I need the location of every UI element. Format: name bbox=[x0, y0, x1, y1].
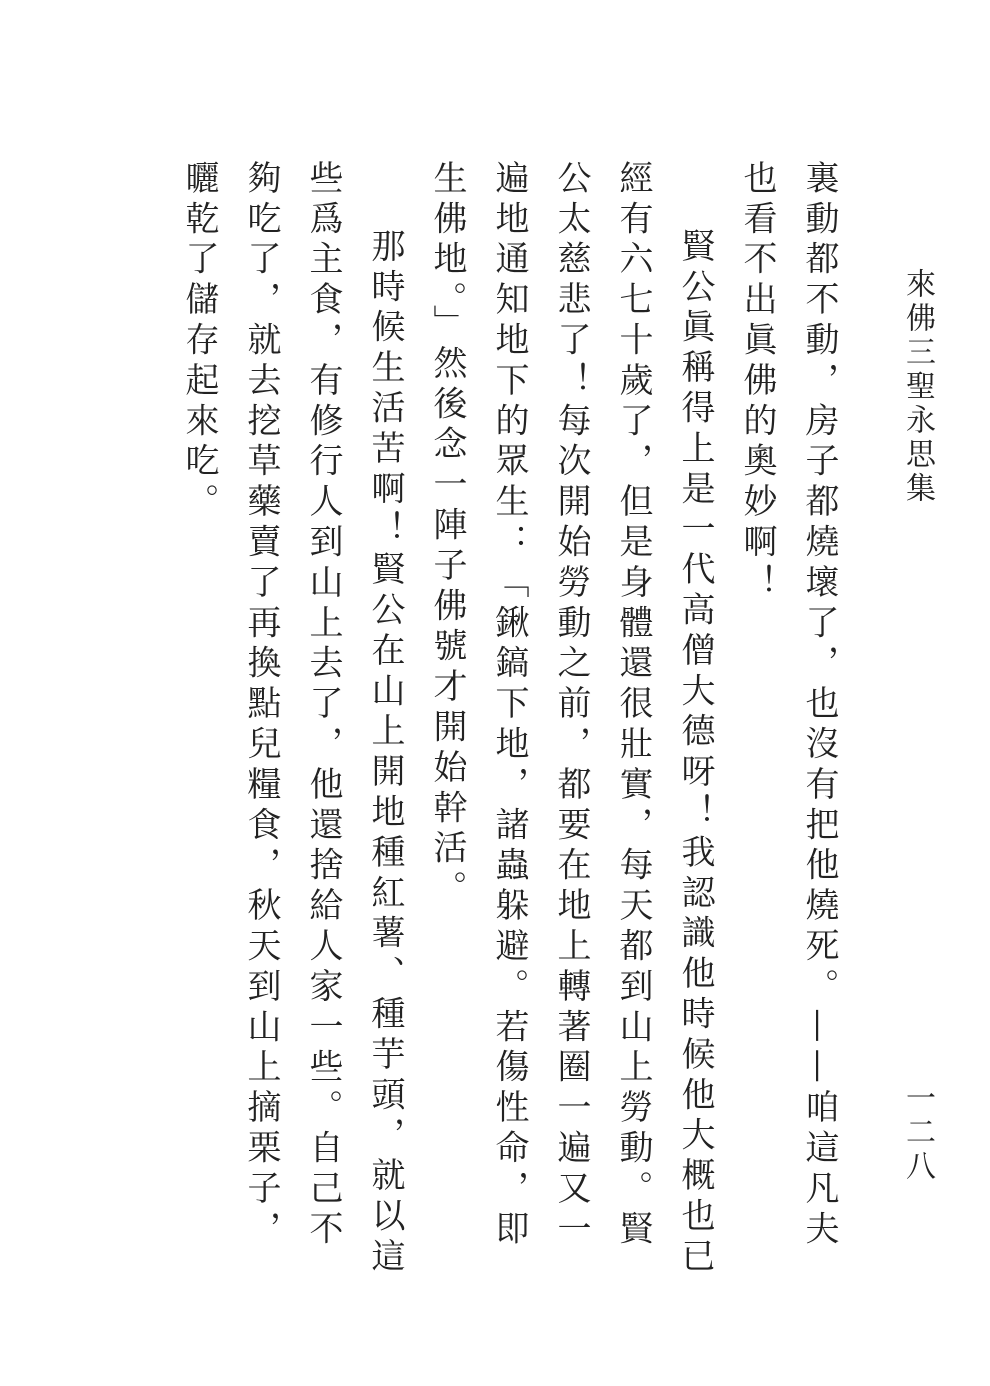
body-text bbox=[130, 160, 850, 1280]
paragraph-2: 賢公眞稱得上是一代高僧大德呀！我認識他時候他大概也已經有六七十歲了，但是身體還很壯實，每天都到山上勞動。賢公太慈悲了！每次開始勞動之前，都要在地上轉著圈一遍又一遍地通知地下的眾生：「鍬鎬下地，諸蟲躲避。若傷性命，即生佛地。」然後念一陣子佛號才開始幹活。 bbox=[427, 160, 715, 1279]
paragraph-3: 那時候生活苦啊！賢公在山上開地種紅薯、種芋頭，就以這些爲主食，有修行人到山上去了，他還捨給人家一些。自己不夠吃了，就去挖草藥賣了再換點兒糧食，秋天到山上摘栗子，曬乾了儲存起來吃。 bbox=[179, 160, 405, 1279]
paragraph-1: 裏動都不動，房子都燒壞了，也沒有把他燒死。——咱這凡夫也看不出眞佛的奧妙啊！ bbox=[737, 160, 839, 1251]
page-number: 一二八 bbox=[900, 1082, 935, 1184]
running-head: 來佛三聖永思集 bbox=[900, 268, 935, 506]
